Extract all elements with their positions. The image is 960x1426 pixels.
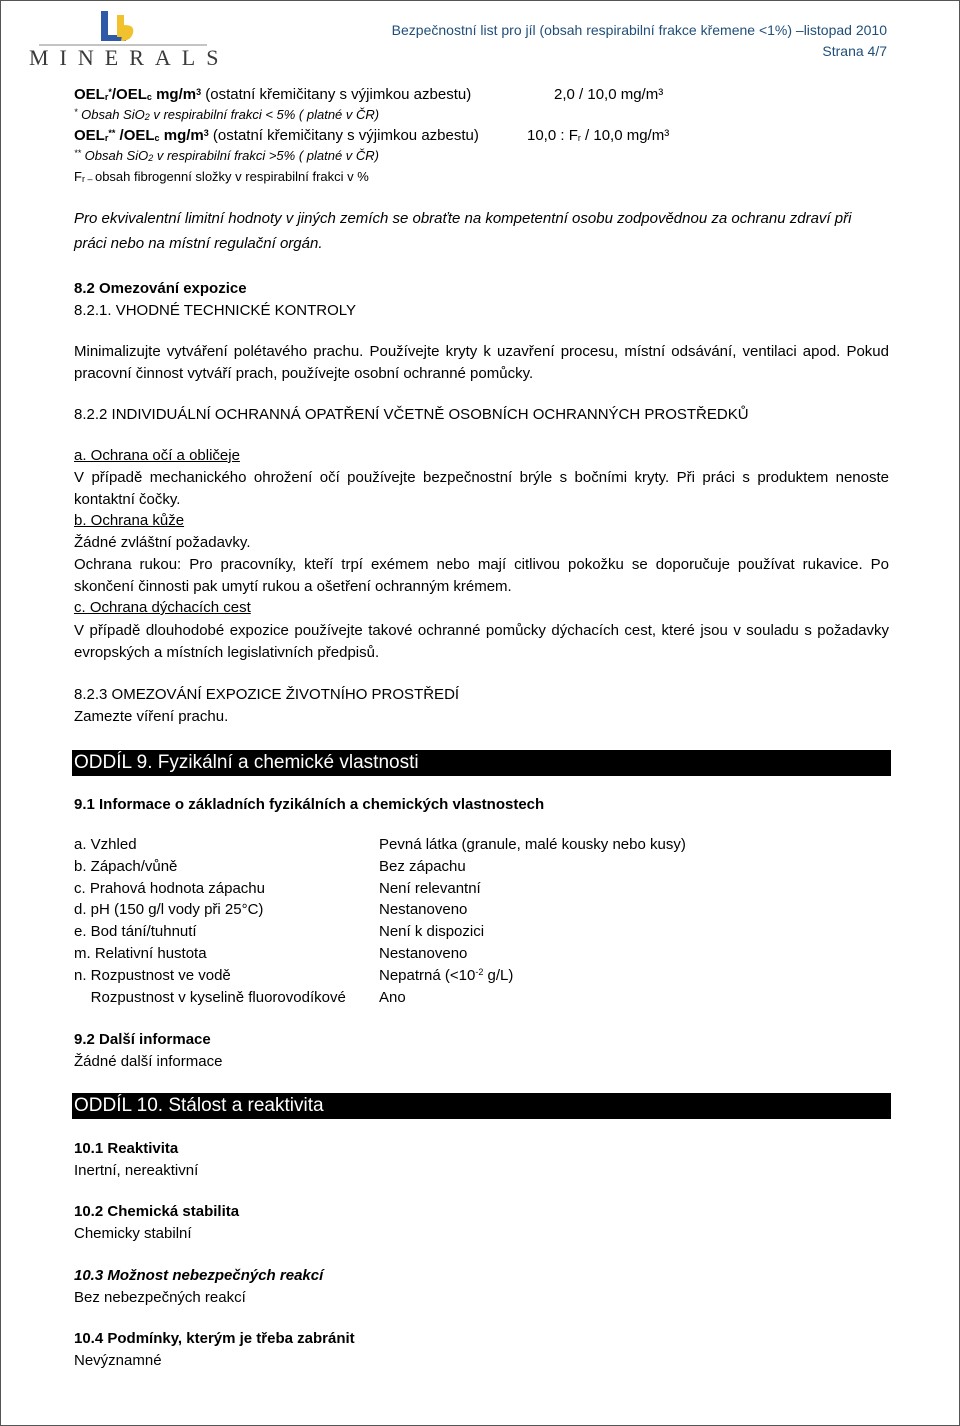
- skin-protection-text-1: Žádné zvláštní požadavky.: [74, 534, 251, 551]
- property-value: Nestanoveno: [379, 901, 468, 919]
- logo-text: MINERALS: [29, 45, 230, 70]
- section-9-bar: ODDÍL 9. Fyzikální a chemické vlastnosti: [72, 750, 891, 776]
- subsection-heading: 10.2 Chemická stabilita: [74, 1203, 240, 1220]
- section-9-2-heading: 9.2 Další informace: [74, 1031, 211, 1048]
- page-number: Strana 4/7: [822, 43, 887, 59]
- oel-note-1: * Obsah SiO$_2$ v respirabilní frakci < 5% ( platné v ČR): [74, 107, 380, 122]
- technical-controls-text: Minimalizujte vytváření polétavého prachu. Používejte kryty k uzavření procesu, místní odsávání, ventilaci apod. Pokud pracovní činnost vytváří prach, používejte osobní ochranné pomůcky.: [74, 343, 889, 382]
- oel-line-1: $OEL_r^*/OEL_c$ $mg/m^3$ (ostatní křemičitany s výjimkou azbestu): [74, 86, 472, 103]
- subsection-text: Inertní, nereaktivní: [74, 1162, 199, 1179]
- property-label: b. Zápach/vůně: [74, 857, 178, 875]
- property-value: Nestanoveno: [379, 945, 468, 962]
- document-title: Bezpečnostní list pro jíl (obsah respirabilní frakce křemene <1%) –listopad 2010: [391, 22, 887, 38]
- eye-protection-text: V případě mechanického ohrožení očí používejte bezpečnostní brýle s bočními kryty. Při práci s produktem nenoste kontaktní čočky.: [74, 469, 889, 508]
- section-8-2-3-heading: 8.2.3 OMEZOVÁNÍ EXPOZICE ŽIVOTNÍHO PROSTŘEDÍ: [74, 686, 460, 703]
- respiratory-protection-text: V případě dlouhodobé expozice používejte takové ochranné pomůcky dýchacích cest, které jsou v souladu s požadavky evropských a místních legislativních předpisů.: [74, 622, 889, 661]
- section-8-2-1-heading: 8.2.1. VHODNÉ TECHNICKÉ KONTROLY: [74, 302, 357, 319]
- property-value: Bez zápachu: [379, 857, 466, 875]
- subsection-heading: 10.1 Reaktivita: [74, 1140, 179, 1157]
- subsection-heading: 10.4 Podmínky, kterým je třeba zabránit: [74, 1330, 355, 1347]
- property-label: a. Vzhled: [74, 836, 137, 853]
- property-label: d. pH (150 g/l vody při 25°C): [74, 901, 264, 919]
- property-value: Není k dispozici: [379, 923, 485, 941]
- section-10-bar: ODDÍL 10. Stálost a reaktivita: [72, 1093, 891, 1119]
- property-label: c. Prahová hodnota zápachu: [74, 879, 265, 897]
- property-label: n. Rozpustnost ve vodě: [74, 966, 231, 984]
- property-value: Není relevantní: [379, 879, 481, 897]
- subsection-text: Chemicky stabilní: [74, 1225, 192, 1242]
- skin-protection-title: b. Ochrana kůže: [74, 512, 185, 529]
- respiratory-protection-title: c. Ochrana dýchacích cest: [74, 599, 251, 616]
- minerals-logo: [9, 5, 230, 71]
- oel-value-2: 10,0 : $F_r / 10,0$ mg/m³: [527, 127, 670, 144]
- section-9-2-text: Žádné další informace: [74, 1053, 223, 1070]
- property-value: Nepatrná ($<10^{-2}$ g/L): [379, 966, 514, 984]
- oel-value-1: 2,0 / 10,0 mg/m³: [554, 86, 664, 103]
- property-value: Pevná látka (granule, malé kousky nebo kusy): [379, 836, 686, 853]
- limit-note: Pro ekvivalentní limitní hodnoty v jiných zemích se obraťte na kompetentní osobu zodpovědnou za ochranu zdraví při práci nebo na místní regulační orgán.: [74, 210, 852, 252]
- section-8-2-2-heading: 8.2.2 INDIVIDUÁLNÍ OCHRANNÁ OPATŘENÍ VČETNĚ OSOBNÍCH OCHRANNÝCH PROSTŘEDKŮ: [74, 406, 749, 423]
- skin-protection-text-2: Ochrana rukou: Pro pracovníky, kteří trpí exémem nebo mají citlivou pokožku se doporučuje používat rukavice. Po skončení činnosti pak umytí rukou a ošetření ochranným krémem.: [74, 556, 889, 595]
- eye-protection-title: a. Ochrana očí a obličeje: [74, 447, 240, 464]
- oel-note-2: ** Obsah SiO$_2$ v respirabilní frakci >5% ( platné v ČR): [74, 148, 380, 163]
- property-label: Rozpustnost v kyselině fluorovodíkové: [74, 988, 346, 1006]
- section-8-2-3-text: Zamezte víření prachu.: [74, 708, 229, 725]
- property-value: Ano: [379, 988, 406, 1006]
- property-label: m. Relativní hustota: [74, 945, 207, 962]
- section-9-1-heading: 9.1 Informace o základních fyzikálních a chemických vlastnostech: [74, 796, 545, 813]
- oel-line-2: $OEL_r^{**}$ $/OEL_c$ $mg/m^3$ (ostatní křemičitany s výjimkou azbestu): [74, 127, 479, 144]
- section-8-2-heading: 8.2 Omezování expozice: [74, 280, 247, 297]
- subsection-heading: 10.3 Možnost nebezpečných reakcí: [74, 1267, 324, 1284]
- subsection-text: Nevýznamné: [74, 1352, 162, 1369]
- subsection-text: Bez nebezpečných reakcí: [74, 1289, 246, 1306]
- property-label: e. Bod tání/tuhnutí: [74, 923, 197, 941]
- fr-note: $F_{r -}$ obsah fibrogenní složky v respirabilní frakci v %: [74, 169, 369, 184]
